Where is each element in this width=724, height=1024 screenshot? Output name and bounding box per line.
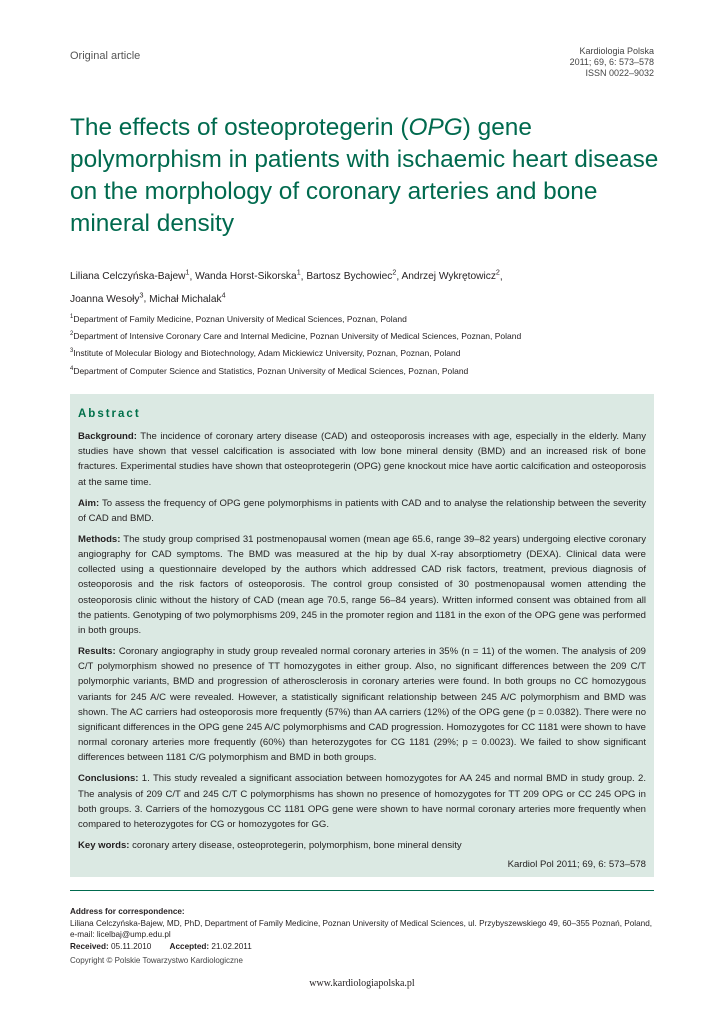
abstract-background: Background: The incidence of coronary artery disease (CAD) and osteoporosis increases with age, especially in the elderly. Many studies have shown that vessel calcification is associated with low bone mineral density (BMD) and an increased risk of bone fractures. Experimental studies have shown that osteoprotegerin (OPG) gene knockout mice have aortic calcification and osteoporosis at the same time. xyxy=(78,431,646,488)
affiliation: $^2$Department of Intensive Coronary Care and Internal Medicine, Poznan University of Medical Sciences, Poznan, Poland xyxy=(70,331,522,342)
accepted-label: Accepted: xyxy=(169,941,210,951)
title-part-2: ) gene polymorphism in patients with ischaemic heart disease on the morphology of coronary arteries and bone mineral density xyxy=(70,114,659,237)
correspondence xyxy=(70,906,660,952)
dates xyxy=(70,941,660,953)
abstract-methods: Methods: The study group comprised 31 postmenopausal women (mean age 65.6, range 39–82 years) undergoing elective coronary angiography for CAD symptoms. The BMD was measured at the hip by dual X-ray absorptiometry (DEXA). Clinical data were collected using a questionnaire developed by the authors which addressed CAD risk factors, treatment, previous diagnosis of osteoporosis and the risk factors of osteoporosis. The control group consisted of 30 postmenopausal women attending the osteoporosis clinic without the history of CAD (mean age 70.5, range 56–84 years). Written informed consent was obtained from all the patients. Genotyping of two polymorphisms 209, 245 in the promoter region and 1181 in the exon of the OPG gene was performed in both groups. xyxy=(78,533,646,637)
abstract-results: Results: Coronary angiography in study group revealed normal coronary arteries in 35% (n = 11) of the women. The analysis of 209 C/T polymorphism showed no presence of TT homozygotes in either group. Also, no significant differences between the 209 C/T polymorphic variants, BMD and progression of atherosclerosis in coronary arteries were found. In both groups no CC homozygous variants for 245 A/C were revealed. However, a statistically significant relationship between 245 A/C polymorphism and BMD was shown. The AC carriers had osteoporosis more frequently (57%) than AA carriers (12%) of the OPG gene (p = 0.0382). There were no significant differences in the OPG gene 245 A/C polymorphisms and CAD progression. Homozygotes for CC 1181 were shown to have normal coronary arteries more frequently (60%) than heterozygotes for CG 1181 (29%; p = 0.0023). We failed to show significant differences between 1181 C/G polymorphism and BMD in both groups. xyxy=(78,646,646,764)
correspondence-address: Liliana Celczyńska-Bajew, MD, PhD, Department of Family Medicine, Poznan University of Medical Sciences, ul. Przybyszewskiego 49, 60–355 Poznań, Poland, e-mail: licelbaj@ump.edu.pl xyxy=(70,918,653,940)
affiliation: $^3$Institute of Molecular Biology and Biotechnology, Adam Mickiewicz University, Poznan, Poznan, Poland xyxy=(70,348,461,359)
title-gene: OPG xyxy=(408,114,463,141)
journal-info xyxy=(570,46,654,79)
citation: Kardiol Pol 2011; 69, 6: 573–578 xyxy=(507,859,646,871)
copyright: Copyright © Polskie Towarzystwo Kardiologiczne xyxy=(70,956,243,965)
author: Wanda Horst-Sikorska$^1$ xyxy=(195,269,301,283)
abstract-aim: Aim: To assess the frequency of OPG gene polymorphisms in patients with CAD and to analyse the relationship between the severity of CAD and BMD. xyxy=(78,497,646,524)
affiliation-list xyxy=(70,309,670,378)
accepted-date: 21.02.2011 xyxy=(209,941,252,951)
article-title xyxy=(70,112,660,240)
abstract-conclusions: Conclusions: 1. This study revealed a significant association between homozygotes for AA 245 and normal BMD in study group. 2. The analysis of 209 C/T and 245 C/T C polymorphisms has shown no presence of homozygotes for TT 209 OPG or CC 245 OPG in both groups. 3. Carriers of the homozygous CC 1181 OPG gene were shown to have normal coronary arteries more frequently when compared to heterozygotes for CG or homozygotes for GG. xyxy=(78,773,646,831)
correspondence-title: Address for correspondence: xyxy=(70,907,185,916)
author: Bartosz Bychowiec$^2$ xyxy=(306,269,397,283)
abstract-heading: Abstract xyxy=(78,408,141,420)
title-part-1: The effects of osteoprotegerin ( xyxy=(70,114,409,141)
abstract-box xyxy=(70,394,654,877)
article-type-label: Original article xyxy=(70,50,141,62)
author: Joanna Wesoły$^3$ xyxy=(70,291,144,305)
author: Michał Michalak$^4$ xyxy=(149,291,226,305)
journal-name: Kardiologia Polska xyxy=(579,46,654,56)
author-list: Liliana Celczyńska-Bajew$^1$, Wanda Horst-Sikorska$^1$, Bartosz Bychowiec$^2$, Andrzej Wykrętowicz$^2$, Joanna Wesoły$^3$, Michał Michalak$^4$ xyxy=(70,269,503,305)
received-date: 05.11.2010 xyxy=(108,941,152,951)
journal-issue: 2011; 69, 6: 573–578 xyxy=(569,57,654,67)
website-link[interactable]: www.kardiologiapolska.pl xyxy=(309,978,415,989)
affiliation: $^4$Department of Computer Science and Statistics, Poznan University of Medical Sciences, Poznan, Poland xyxy=(70,365,469,376)
received-label: Received: xyxy=(70,941,109,951)
abstract-keywords: Key words: coronary artery disease, osteoprotegerin, polymorphism, bone mineral density xyxy=(78,840,462,852)
journal-issn: ISSN 0022–9032 xyxy=(585,68,654,78)
author: Liliana Celczyńska-Bajew$^1$ xyxy=(70,269,190,283)
divider xyxy=(70,890,654,891)
author: Andrzej Wykrętowicz$^2$ xyxy=(401,269,500,283)
affiliation: $^1$Department of Family Medicine, Poznan University of Medical Sciences, Poznan, Poland xyxy=(70,313,407,324)
